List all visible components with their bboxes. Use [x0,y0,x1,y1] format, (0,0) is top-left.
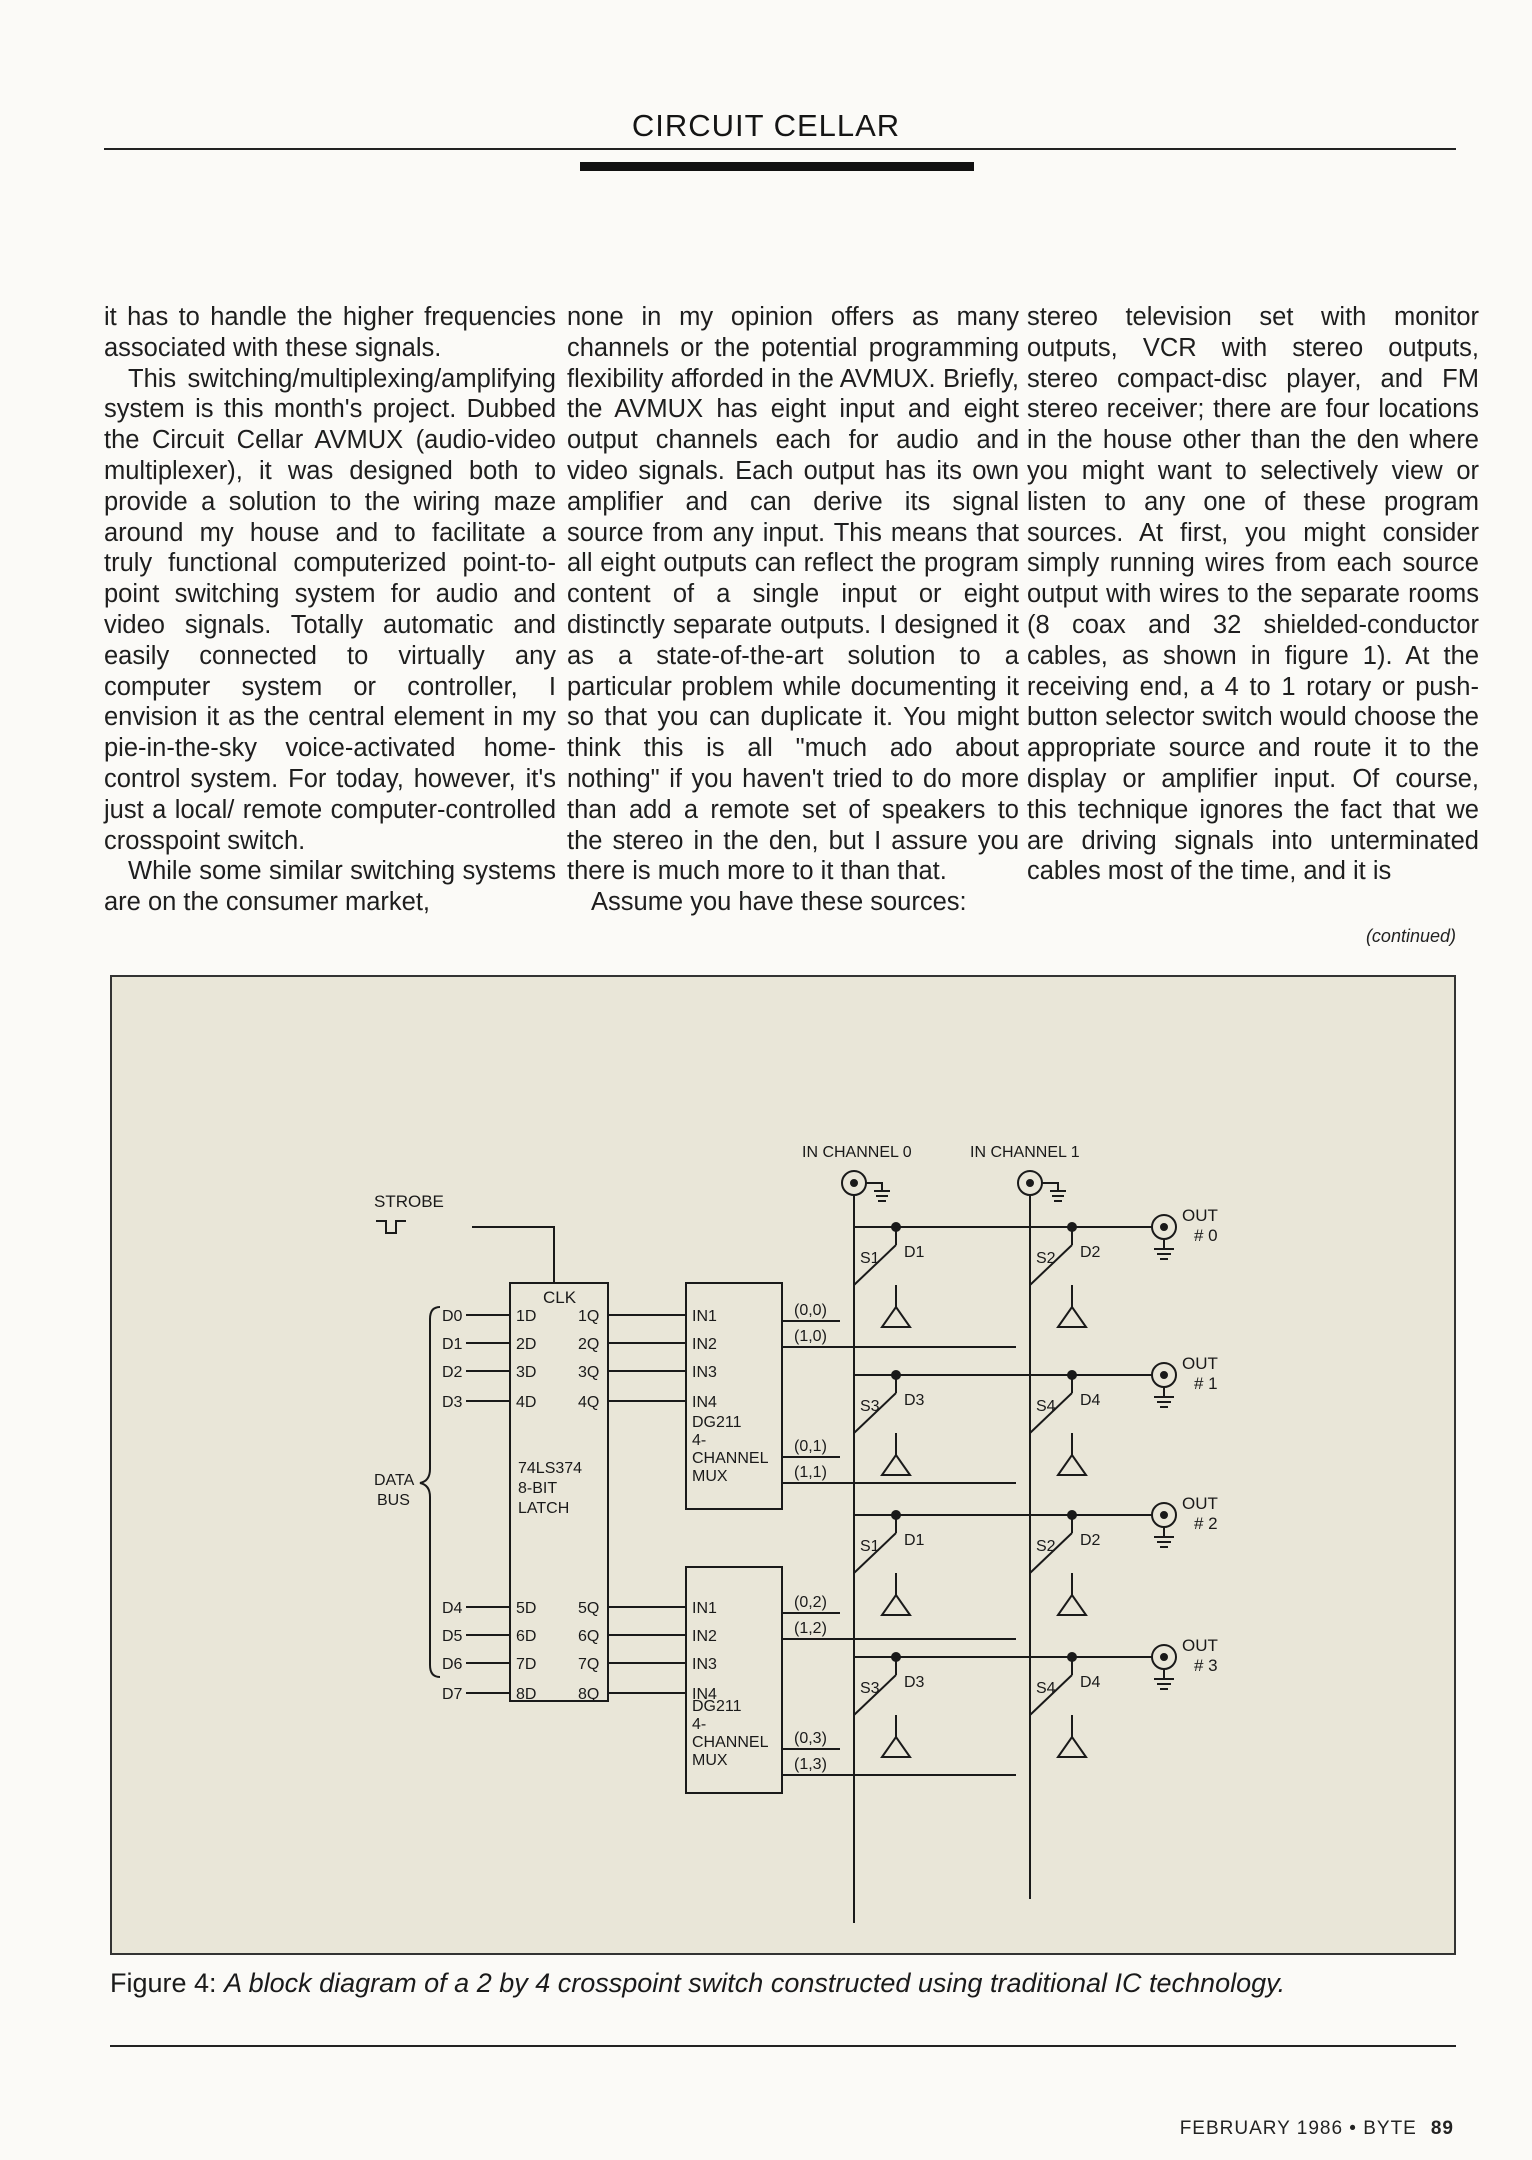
paragraph: Assume you have these sources: [591,888,967,917]
latch-to-mux-wires [608,1315,1016,1775]
mux-label: 4- [692,1432,707,1449]
switch-source-label: S2 [1036,1538,1056,1555]
mux-input-pin: IN1 [692,1600,717,1617]
switch-drain-label: D3 [904,1392,925,1409]
header-accent-bar [580,162,974,171]
switch-drain-label: D4 [1080,1392,1101,1409]
switch-source-label: S1 [860,1538,880,1555]
caption-prefix: Figure 4: [110,1968,217,1998]
switch-source-label: S3 [860,1398,880,1415]
paragraph: none in my opinion offers as many channels or the potential programming flexibility afforded in the AVMUX. Briefly, the AVMUX has eight input and eight output channels each for audio and video signals. Each output has its own amplifier and can derive its signal source from any input. This means that all eight outputs can reflect the program content of a single input or eight distinctly separate outputs. I designed it as a state-of-the-art solution to a particular problem while documenting it so that you can duplicate it. You might think this is all "much ado about nothing" if you haven't tried to do more than add a remote set of speakers to the stereo in the den, but I assure you there is much more to it than that. [567,303,1019,886]
mux-label: CHANNEL [692,1450,769,1467]
output-number: # 3 [1194,1656,1218,1675]
output-center-icon [1161,1654,1167,1660]
latch-input-pin: 4D [516,1394,537,1411]
output-labels [1182,1206,1218,1675]
latch-input-pin: 2D [516,1336,537,1353]
text-column-3 [1027,302,1479,887]
ground-icon [866,1183,890,1201]
switch-drain-label: D3 [904,1674,925,1691]
latch-label-1: 74LS374 [518,1460,583,1477]
mux-input-pin: IN3 [692,1656,717,1673]
mux-input-pin: IN4 [692,1394,717,1411]
ground-icon [1154,1387,1174,1407]
mux-input-pin: IN1 [692,1308,717,1325]
amplifier-icon [882,1455,910,1475]
switch-source-label: S3 [860,1680,880,1697]
crosspoint-switch-diagram [112,977,1454,1953]
coax-center-icon [851,1180,857,1186]
latch-input-pin: 3D [516,1364,537,1381]
mux-label: 4- [692,1716,707,1733]
mux-pins [692,1302,827,1773]
output-label: OUT [1182,1494,1218,1513]
mux-output-label: (0,2) [794,1594,827,1611]
mux-input-pin: IN2 [692,1628,717,1645]
output-number: # 2 [1194,1514,1218,1533]
caption-text: A block diagram of a 2 by 4 crosspoint switch constructed using traditional IC technology. [224,1968,1286,1998]
output-label: OUT [1182,1636,1218,1655]
output-number: # 1 [1194,1374,1218,1393]
ground-icon [1154,1669,1174,1689]
latch-output-pin: 7Q [578,1656,600,1673]
strobe-wire [472,1227,554,1283]
switch-source-label: S4 [1036,1398,1056,1415]
switch-drain-label: D1 [904,1532,925,1549]
figure-caption [110,1968,1285,1999]
paragraph: stereo television set with monitor outputs, VCR with stereo outputs, stereo compact-disc player, and FM stereo receiver; there are four locations in the house other than the den where you might want to selectively view or listen to any one of these program sources. At first, you might consider simply running wires from each source output with wires to the separate rooms (8 coax and 32 shielded-conductor cables, as shown in figure 1). At the receiving end, a 4 to 1 rotary or push-button selector switch would choose the appropriate source and route it to the display or amplifier input. Of course, this technique ignores the fact that we are driving signals into unterminated cables most of the time, and it is [1027,303,1479,886]
output-label: OUT [1182,1206,1218,1225]
data-lines [466,1315,510,1693]
switch-source-label: S2 [1036,1250,1056,1267]
latch-output-pin: 3Q [578,1364,600,1381]
latch-output-pin: 6Q [578,1628,600,1645]
output-connectors [1152,1215,1176,1689]
mux-output-label: (0,3) [794,1730,827,1747]
data-bus-label-1: DATA [374,1472,415,1489]
crosspoint-cells [854,1223,1152,1757]
switch-source-label: S4 [1036,1680,1056,1697]
amplifier-icon [1058,1455,1086,1475]
data-line-label: D0 [442,1308,463,1325]
page-number: 89 [1430,2118,1454,2139]
mux-output-label: (0,0) [794,1302,827,1319]
latch-input-pin: 5D [516,1600,537,1617]
paragraph: While some similar switching systems are on the consumer market, [104,857,556,917]
data-line-label: D7 [442,1686,463,1703]
data-bus-brace [420,1307,440,1677]
continued-note: (continued) [1365,926,1456,946]
mux-label: MUX [692,1752,728,1769]
output-number: # 0 [1194,1226,1218,1245]
section-title: CIRCUIT CELLAR [631,108,901,143]
paragraph: This switching/multiplexing/amplifying system is this month's project. Dubbed the Circuit Cellar AVMUX (audio-video multiplexer), it was designed both to provide a solution to the wiring maze around my house and to facilitate a truly functional computerized point-to-point switching system for audio and video signals. Totally automatic and easily connected to virtually any computer system or controller, I envision it as the central element in my pie-in-the-sky voice-activated home-control system. For today, however, it's just a local/ remote computer-controlled crosspoint switch. [104,364,556,855]
coax-center-icon [1027,1180,1033,1186]
mux-label: MUX [692,1468,728,1485]
issue-label: FEBRUARY 1986 • BYTE [1179,2118,1417,2139]
ground-icon [1042,1183,1066,1201]
switch-labels [860,1244,1101,1697]
output-center-icon [1161,1224,1167,1230]
mux-output-label: (0,1) [794,1438,827,1455]
mux-output-label: (1,0) [794,1328,827,1345]
mux-input-pin: IN4 [692,1686,717,1703]
page-footer [1180,2118,1454,2140]
mux-input-pin: IN3 [692,1364,717,1381]
latch-input-pin: 1D [516,1308,537,1325]
latch-output-pin: 4Q [578,1394,600,1411]
input-channel-buses [854,1195,1030,1923]
mux-output-label: (1,2) [794,1620,827,1637]
mux-label: DG211 [692,1414,742,1431]
mux-input-pin: IN2 [692,1336,717,1353]
amplifier-icon [882,1595,910,1615]
output-center-icon [1161,1372,1167,1378]
ground-icon [1154,1239,1174,1259]
output-label: OUT [1182,1354,1218,1373]
mux-output-label: (1,1) [794,1464,827,1481]
latch-label-2: 8-BIT [518,1480,558,1497]
latch-output-pin: 1Q [578,1308,600,1325]
data-bus-label-2: BUS [377,1492,410,1509]
latch-output-pin: 8Q [578,1686,600,1703]
data-line-label: D3 [442,1394,463,1411]
switch-drain-label: D4 [1080,1674,1101,1691]
strobe-label: STROBE [374,1192,444,1211]
latch-label-3: LATCH [518,1500,570,1517]
data-line-label: D4 [442,1600,463,1617]
latch-output-pin: 5Q [578,1600,600,1617]
amplifier-icon [1058,1307,1086,1327]
ground-icon [1154,1527,1174,1547]
amplifier-icon [1058,1737,1086,1757]
paragraph: it has to handle the higher frequencies associated with these signals. [104,303,556,362]
in-channel-1-label: IN CHANNEL 1 [970,1144,1080,1161]
clk-label: CLK [543,1288,577,1307]
amplifier-icon [1058,1595,1086,1615]
figure-4 [110,975,1456,1955]
latch-input-pin: 7D [516,1656,537,1673]
footer-rule [110,2045,1456,2047]
latch-input-pin: 8D [516,1686,537,1703]
mux-output-label: (1,3) [794,1756,827,1773]
latch-output-pin: 2Q [578,1336,600,1353]
strobe-pulse-icon [376,1221,406,1233]
output-center-icon [1161,1512,1167,1518]
text-column-2 [567,302,1019,918]
switch-drain-label: D2 [1080,1244,1101,1261]
amplifier-icon [882,1307,910,1327]
mux-label: CHANNEL [692,1734,769,1751]
switch-drain-label: D1 [904,1244,925,1261]
header-rule [104,148,1456,150]
in-channel-0-label: IN CHANNEL 0 [802,1144,912,1161]
latch-input-pin: 6D [516,1628,537,1645]
switch-source-label: S1 [860,1250,880,1267]
data-line-label: D1 [442,1336,463,1353]
data-line-label: D2 [442,1364,463,1381]
amplifier-icon [882,1737,910,1757]
text-column-1 [104,302,556,918]
switch-drain-label: D2 [1080,1532,1101,1549]
data-line-label: D6 [442,1656,463,1673]
data-line-label: D5 [442,1628,463,1645]
mux-label: DG211 [692,1698,742,1715]
